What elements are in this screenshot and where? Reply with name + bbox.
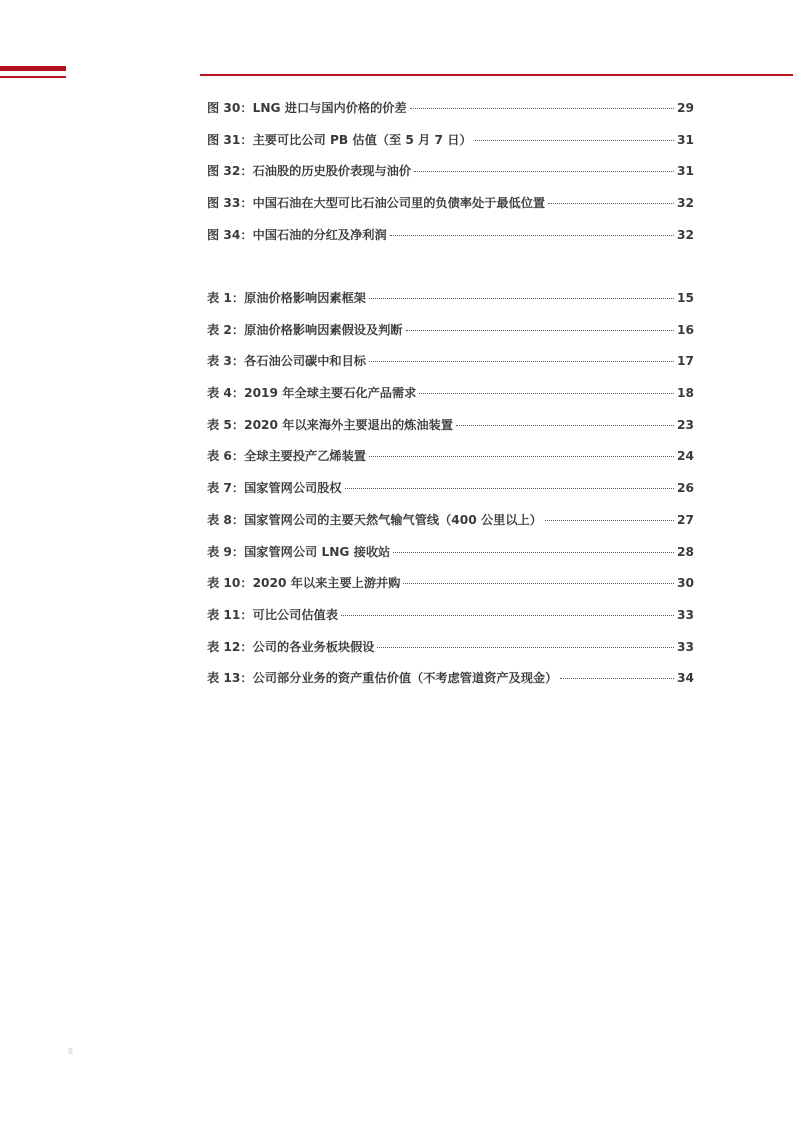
toc-leader-dots [560, 678, 674, 679]
toc-entry-page: 33 [677, 607, 694, 622]
toc-entry-label: 表 13：公司部分业务的资产重估价值（不考虑管道资产及现金） [207, 671, 558, 686]
toc-entry[interactable] [207, 288, 694, 320]
table-list [207, 288, 694, 700]
toc-entry[interactable] [207, 193, 694, 225]
header-accent-bar-thin [0, 76, 66, 78]
toc-entry-label: 表 11：可比公司估值表 [207, 607, 338, 622]
toc-entry[interactable] [207, 446, 694, 478]
toc-entry[interactable] [207, 573, 694, 605]
toc-leader-dots [369, 361, 674, 362]
toc-entry[interactable] [207, 637, 694, 669]
toc-leader-dots [456, 425, 674, 426]
toc-entry-label: 图 31：主要可比公司 PB 估值（至 5 月 7 日） [207, 132, 472, 147]
toc-leader-dots [377, 647, 674, 648]
toc-entry[interactable] [207, 383, 694, 415]
toc-entry-page: 27 [677, 512, 694, 527]
toc-entry-label: 表 4：2019 年全球主要石化产品需求 [207, 386, 417, 401]
toc-entry-page: 31 [677, 164, 694, 179]
toc-leader-dots [403, 583, 674, 584]
toc-leader-dots [406, 330, 674, 331]
toc-leader-dots [419, 393, 674, 394]
toc-entry-label: 图 32：石油股的历史股价表现与油价 [207, 164, 412, 179]
toc-entry-label: 表 2：原油价格影响因素假设及判断 [207, 322, 403, 337]
toc-entry[interactable] [207, 320, 694, 352]
toc-leader-dots [393, 552, 674, 553]
toc-entry-page: 30 [677, 576, 694, 591]
toc-entry-label: 表 3：各石油公司碳中和目标 [207, 354, 366, 369]
toc-entry-label: 图 33：中国石油在大型可比石油公司里的负债率处于最低位置 [207, 196, 546, 211]
toc-entry-page: 26 [677, 481, 694, 496]
toc-entry-label: 表 9：国家管网公司 LNG 接收站 [207, 544, 391, 559]
header-accent-bar [0, 66, 66, 71]
toc-entry-page: 29 [677, 101, 694, 115]
toc-entry[interactable] [207, 542, 694, 574]
toc-entry-label: 表 1：原油价格影响因素框架 [207, 291, 366, 305]
toc-entry-page: 33 [677, 639, 694, 654]
toc-entry-label: 图 34：中国石油的分红及净利润 [207, 227, 387, 242]
toc-entry-page: 15 [677, 291, 694, 305]
toc-entry-page: 32 [677, 196, 694, 211]
toc-entry-page: 18 [677, 386, 694, 401]
toc-entry[interactable] [207, 130, 694, 162]
toc-entry-label: 表 10：2020 年以来主要上游并购 [207, 576, 401, 591]
toc-entry[interactable] [207, 668, 694, 700]
toc-entry[interactable] [207, 510, 694, 542]
toc-entry-page: 34 [677, 671, 694, 686]
toc-entry-page: 16 [677, 322, 694, 337]
toc-leader-dots [545, 520, 674, 521]
toc-entry[interactable] [207, 478, 694, 510]
toc-entry-label: 表 5：2020 年以来海外主要退出的炼油装置 [207, 417, 453, 432]
toc-entry[interactable] [207, 225, 694, 257]
toc-entry[interactable] [207, 98, 694, 130]
toc-leader-dots [369, 298, 674, 299]
toc-leader-dots [369, 456, 674, 457]
header-rule [200, 74, 793, 76]
toc-entry-label: 表 7：国家管网公司股权 [207, 481, 342, 496]
toc-entry-page: 28 [677, 544, 694, 559]
toc-leader-dots [410, 108, 674, 109]
toc-entry[interactable] [207, 161, 694, 193]
toc-entry-page: 17 [677, 354, 694, 369]
toc-entry[interactable] [207, 415, 694, 447]
toc-leader-dots [345, 488, 674, 489]
toc-leader-dots [475, 140, 674, 141]
toc-entry[interactable] [207, 351, 694, 383]
toc-entry-label: 表 12：公司的各业务板块假设 [207, 639, 375, 654]
toc-entry-label: 图 30：LNG 进口与国内价格的价差 [207, 101, 407, 115]
toc-entry-label: 表 6：全球主要投产乙烯装置 [207, 449, 366, 464]
toc-leader-dots [390, 235, 674, 236]
toc-entry-page: 32 [677, 227, 694, 242]
toc-leader-dots [548, 203, 674, 204]
toc-leader-dots [414, 171, 674, 172]
figure-list [207, 98, 694, 256]
toc-entry-page: 31 [677, 132, 694, 147]
toc-entry-page: 23 [677, 417, 694, 432]
toc-entry[interactable] [207, 605, 694, 637]
page-number: 8 [68, 1047, 74, 1056]
toc-entry-label: 表 8：国家管网公司的主要天然气输气管线（400 公里以上） [207, 512, 542, 527]
toc-leader-dots [341, 615, 674, 616]
toc-entry-page: 24 [677, 449, 694, 464]
